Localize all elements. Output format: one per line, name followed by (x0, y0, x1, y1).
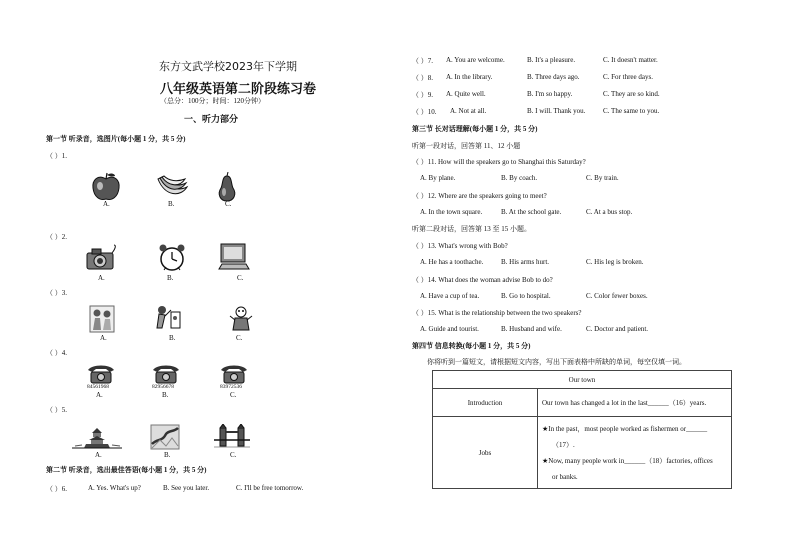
question-3-number: （ ）3. (46, 289, 67, 297)
telephone-icon (219, 364, 249, 384)
q8-option-c: C. For three days. (603, 73, 653, 81)
computer-icon (218, 242, 252, 272)
girl-injured-icon (153, 304, 183, 334)
q8-option-a: A. In the library. (446, 73, 493, 81)
q9-option-b: B. I'm so happy. (527, 90, 573, 98)
question-8-number: （ ）8. (412, 74, 433, 82)
q13-option-b: B. His arms hurt. (501, 258, 550, 266)
row-label-jobs: Jobs (433, 417, 538, 489)
row-jobs-cell (538, 417, 732, 489)
q2-option-b: B. (167, 274, 174, 282)
q5-option-b: B. (164, 451, 171, 459)
section4-title: 第四节 信息转换(每小题 1 分，共 5 分) (412, 342, 531, 350)
q12-option-b: B. At the school gate. (501, 208, 562, 216)
telephone-icon (86, 364, 116, 384)
temple-landmark-icon (72, 426, 122, 450)
camera-icon (84, 244, 118, 272)
school-title: 东方文武学校2023年下学期 (159, 60, 297, 73)
q14-option-c: C. Color fewer boxes. (586, 292, 648, 300)
phone-number-a: 84561968 (87, 384, 109, 390)
info-table (432, 370, 732, 489)
banana-icon (155, 175, 189, 199)
jobs-line-4: or banks. (552, 472, 578, 481)
q15-option-a: A. Guide and tourist. (420, 325, 479, 333)
question-2-number: （ ）2. (46, 233, 67, 241)
question-1-number: （ ）1. (46, 152, 67, 160)
question-13-stem: （ ）13. What's wrong with Bob? (412, 242, 508, 250)
q10-option-a: A. Not at all. (450, 107, 487, 115)
q4-option-a: A. (96, 391, 103, 399)
q6-option-c: C. I'll be free tomorrow. (236, 484, 304, 492)
question-9-number: （ ）9. (412, 91, 433, 99)
q2-option-c: C. (237, 274, 244, 282)
question-6-number: （ ）6. (46, 485, 67, 493)
pear-icon (216, 172, 238, 202)
tower-bridge-icon (214, 424, 250, 450)
question-15-stem: （ ）15. What is the relationship between the two speakers? (412, 309, 582, 317)
section3-title: 第三节 长对话理解(每小题 1 分，共 5 分) (412, 125, 538, 133)
q5-option-a: A. (95, 451, 102, 459)
apple-icon (90, 172, 122, 202)
dialogue-1-instruction: 听第一段对话，回答第 11、12 小题 (412, 142, 521, 150)
q10-option-b: B. I will. Thank you. (527, 107, 586, 115)
question-11-stem: （ ）11. How will the speakers go to Shanghai this Saturday? (412, 158, 586, 166)
q1-option-c: C. (225, 200, 232, 208)
q7-option-c: C. It doesn't matter. (603, 56, 658, 64)
q11-option-b: B. By coach. (501, 174, 538, 182)
q10-option-c: C. The same to you. (603, 107, 660, 115)
question-10-number: （ ）10. (412, 108, 437, 116)
dialogue-2-instruction: 听第二段对话，回答第 13 至 15 小题。 (412, 225, 531, 233)
q12-option-c: C. At a bus stop. (586, 208, 633, 216)
q6-option-a: A. Yes. What's up? (88, 484, 141, 492)
q15-option-b: B. Husband and wife. (501, 325, 562, 333)
phone-number-b: 82956678 (152, 384, 174, 390)
q1-option-b: B. (168, 200, 175, 208)
q6-option-b: B. See you later. (163, 484, 210, 492)
q14-option-a: A. Have a cup of tea. (420, 292, 480, 300)
q14-option-b: B. Go to hospital. (501, 292, 551, 300)
q4-option-c: C. (230, 391, 237, 399)
question-4-number: （ ）4. (46, 349, 67, 357)
q3-option-a: A. (100, 334, 107, 342)
q7-option-a: A. You are welcome. (446, 56, 505, 64)
clock-icon (157, 244, 187, 272)
q5-option-c: C. (230, 451, 237, 459)
q13-option-c: C. His leg is broken. (586, 258, 644, 266)
q3-option-b: B. (169, 334, 176, 342)
section2-title: 第二节 听录音，选出最佳答语(每小题 1 分，共 5 分) (46, 466, 207, 474)
q12-option-a: A. In the town square. (420, 208, 483, 216)
great-wall-icon (150, 424, 180, 450)
exam-meta: （总分：100分；时间：120分钟） (160, 97, 265, 105)
jobs-line-3: ★Now, many people work in______（18）factories, offices (542, 456, 713, 465)
jobs-line-2: （17）. (552, 440, 575, 449)
q11-option-c: C. By train. (586, 174, 619, 182)
q13-option-a: A. He has a toothache. (420, 258, 484, 266)
row-introduction-text: Our town has changed a lot in the last______（16）years. (538, 389, 732, 417)
q8-option-b: B. Three days ago. (527, 73, 580, 81)
telephone-icon (151, 364, 181, 384)
exam-title: 八年级英语第二阶段练习卷 (160, 82, 317, 97)
question-5-number: （ ）5. (46, 406, 67, 414)
people-talking-icon (88, 304, 116, 334)
section4-instruction: 你将听到一篇短文，请根据短文内容，写出下面表格中所缺的单词，每空仅填一词。 (427, 358, 686, 366)
row-label-introduction: Introduction (433, 389, 538, 417)
q7-option-b: B. It's a pleasure. (527, 56, 576, 64)
q9-option-a: A. Quite well. (446, 90, 486, 98)
q1-option-a: A. (103, 200, 110, 208)
q2-option-a: A. (98, 274, 105, 282)
question-14-stem: （ ）14. What does the woman advise Bob to do? (412, 276, 553, 284)
jobs-line-1: ★In the past，most people worked as fishermen or______ (542, 424, 708, 433)
section1-title: 第一节 听录音，选图片(每小题 1 分，共 5 分) (46, 135, 186, 143)
child-playing-icon (227, 304, 255, 334)
question-12-stem: （ ）12. Where are the speakers going to meet? (412, 192, 547, 200)
phone-number-c: 83972536 (220, 384, 242, 390)
part-heading: 一、听力部分 (184, 115, 239, 125)
table-title: Our town (433, 371, 732, 389)
q9-option-c: C. They are so kind. (603, 90, 660, 98)
q3-option-c: C. (236, 334, 243, 342)
q4-option-b: B. (162, 391, 169, 399)
q11-option-a: A. By plane. (420, 174, 456, 182)
q15-option-c: C. Doctor and patient. (586, 325, 649, 333)
question-7-number: （ ）7. (412, 57, 433, 65)
